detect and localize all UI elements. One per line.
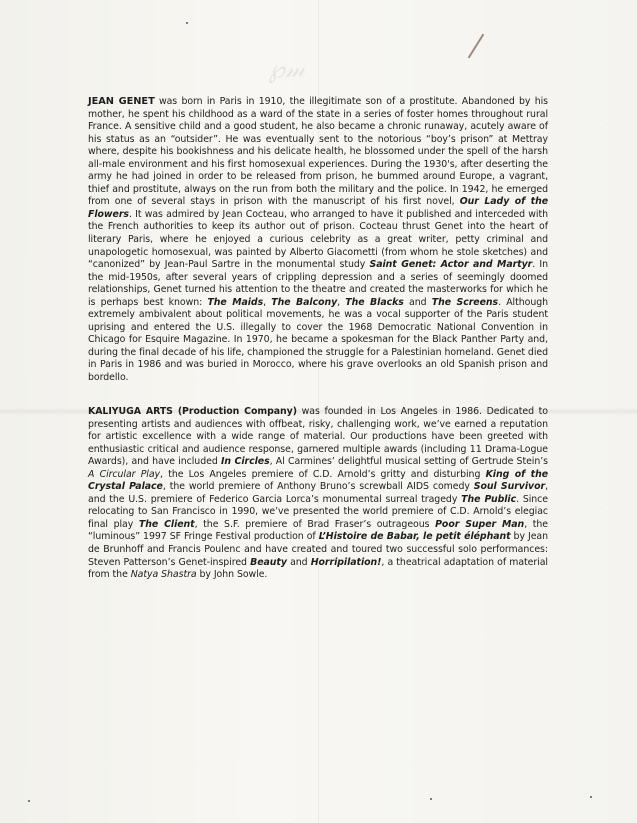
work-title: The Screens [431,296,499,308]
genet-name: JEAN GENET [88,96,155,107]
work-title: L’Histoire de Babar, le petit éléphant [318,531,511,543]
work-title: King of the Crystal Palace [88,468,548,493]
work-title: In Circles [220,456,270,468]
paper-speck [186,22,188,24]
work-title: The Balcony [271,296,338,308]
paper-speck [430,798,432,800]
work-title: A Circular Play [88,468,161,480]
genet-biography [88,96,548,385]
work-title: Soul Survivor [473,481,546,493]
work-title: The Public [461,493,517,505]
paper-speck [28,800,30,802]
genet-paragraph: JEAN GENET was born in Paris in 1910, the illegitimate son of a prostitute. Abandoned by his mother, he spent his childhood as a ward of the state in a series of foster homes throughout rural France. A sensitive child and a good student, he also became a chronic runaway, acutely aware of his status as an “outsider”. He was eventually sent to the notorious “boy’s prison” at Mettray where, despite his bookishness and his delicate health, he blossomed under the spell of the harsh all-male environment and his first homosexual experiences. During the 1930's, after deserting the army he had joined in order to be released from prison, he bummed around Europe, a vagrant, thief and prostitute, always on the run from both the military and the police. In 1942, he emerged from one of several stays in prison with the manuscript of his first novel, Our Lady of the Flowers. It was admired by Jean Cocteau, who arranged to have it published and interceded with the French authorities to keep its author out of prison. Cocteau thrust Genet into the heart of literary Paris, where he enjoyed a curious celebrity as a great writer, petty criminal and unapologetic homosexual, was painted by Alberto Giacometti (from whom he stole sketches) and “canonized” by Jean-Paul Sartre in the monumental study Saint Genet: Actor and Martyr. In the mid-1950s, after several years of crippling depression and a series of seemingly doomed relationships, Genet turned his attention to the theatre and created the masterworks for which he is perhaps best known: The Maids, The Balcony, The Blacks and The Screens. Although extremely ambivalent about political movements, he was a vocal supporter of the Paris student uprising and entered the U.S. illegally to cover the 1968 Democratic National Convention in Chicago for Esquire Magazine. In 1970, he became a spokesman for the Black Panther Party and, during the final decade of his life, championed the struggle for a Palestinian homeland. Genet died in Paris in 1986 and was buried in Morocco, where his grave overlooks an old Spanish prison and bordello. [88,96,549,384]
kaliyuga-biography [88,406,548,582]
work-title: The Client [138,518,195,530]
paper-speck [590,796,592,798]
work-title: Poor Super Man [435,518,525,530]
kaliyuga-name: KALIYUGA ARTS (Production Company) [88,406,297,417]
work-title: Our Lady of the Flowers [88,196,548,220]
work-title: Beauty [250,556,287,568]
bleed-through-mark: ℘⁠𝓂 [267,54,306,84]
work-title: The Maids [207,296,264,308]
work-title: Natya Shastra [130,569,197,581]
work-title: The Blacks [345,296,404,308]
pencil-mark [468,34,485,59]
kaliyuga-paragraph: KALIYUGA ARTS (Production Company) was founded in Los Angeles in 1986. Dedicated to presenting artists and audiences with offbeat, risky, challenging work, we’ve earned a reputation for artistic excellence with a wide range of material. Our productions have been greeted with enthusiastic critical and audience response, garnered multiple awards (including 11 Drama-Logue Awards), and have included In Circles, Al Carmines’ delightful musical setting of Gertrude Stein’s A Circular Play, the Los Angeles premiere of C.D. Arnold’s gritty and disturbing King of the Crystal Palace, the world premiere of Anthony Bruno’s screwball AIDS comedy Soul Survivor, and the U.S. premiere of Federico Garcia Lorca’s monumental surreal tragedy The Public. Since relocating to San Francisco in 1990, we’ve presented the world premiere of C.D. Arnold’s elegiac final play The Client, the S.F. premiere of Brad Fraser’s outrageous Poor Super Man, the “luminous” 1997 SF Fringe Festival production of L’Histoire de Babar, le petit éléphant by Jean de Brunhoff and Francis Poulenc and have created and toured two successful solo performances: Steven Patterson’s Genet-inspired Beauty and Horripilation!, a theatrical adaptation of material from the Natya Shastra by John Sowle. [88,406,548,581]
work-title: Horripilation! [310,556,382,568]
work-title: Saint Genet: Actor and Martyr [369,259,533,271]
